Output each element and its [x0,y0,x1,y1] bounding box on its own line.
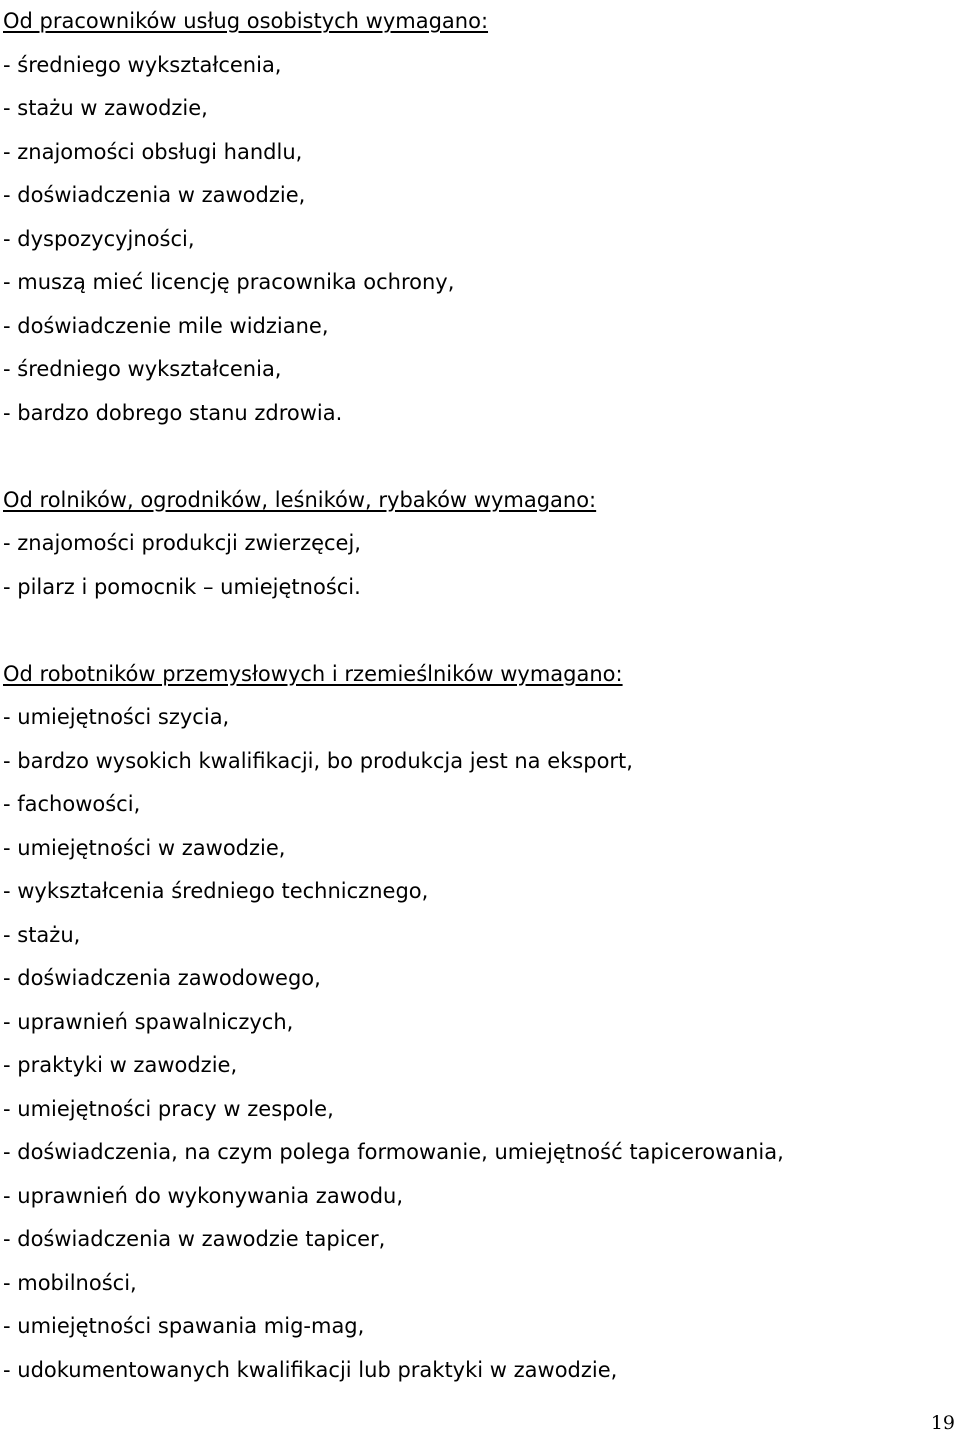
list-item: - udokumentowanych kwalifikacji lub praktyki w zawodzie, [3,1357,618,1382]
list-item: - średniego wykształcenia, [3,357,282,381]
list-item: - fachowości, [3,792,141,816]
list-item: - uprawnień spawalniczych, [3,1009,294,1034]
list-item: - pilarz i pomocnik – umiejętności. [3,574,361,599]
list-item: - dyspozycyjności, [3,226,195,251]
section-heading: Od rolników, ogrodników, leśników, rybaków wymagano: [3,487,597,512]
list-item: - wykształcenia średniego technicznego, [3,879,429,903]
page-number: 19 [930,1412,955,1434]
document-body [3,0,943,1392]
paragraph-spacer [3,435,943,479]
list-item: - mobilności, [3,1270,137,1295]
list-item: - znajomości obsługi handlu, [3,139,303,164]
paragraph-spacer [3,609,943,653]
list-item: - umiejętności szycia, [3,705,230,729]
list-item: - doświadczenie mile widziane, [3,313,329,338]
section-heading: Od pracowników usług osobistych wymagano: [3,9,489,33]
list-item: - umiejętności pracy w zespole, [3,1096,334,1121]
list-item: - znajomości produkcji zwierzęcej, [3,531,361,555]
list-item: - bardzo wysokich kwalifikacji, bo produkcja jest na eksport, [3,748,633,773]
requirements-list [3,696,943,1392]
list-item: - uprawnień do wykonywania zawodu, [3,1183,404,1208]
requirements-list [3,44,943,436]
list-item: - umiejętności spawania mig-mag, [3,1314,365,1338]
list-item: - doświadczenia zawodowego, [3,966,321,990]
list-item: - stażu w zawodzie, [3,96,208,120]
list-item: - stażu, [3,922,81,947]
section-personal-services [3,0,943,435]
list-item: - praktyki w zawodzie, [3,1053,238,1077]
section-industrial-workers [3,653,943,1393]
list-item: - średniego wykształcenia, [3,52,282,77]
requirements-list [3,522,943,609]
list-item: - doświadczenia w zawodzie, [3,183,306,207]
list-item: - bardzo dobrego stanu zdrowia. [3,400,343,425]
list-item: - muszą mieć licencję pracownika ochrony, [3,270,455,294]
list-item: - umiejętności w zawodzie, [3,835,286,860]
section-farmers [3,479,943,610]
list-item: - doświadczenia, na czym polega formowanie, umiejętność tapicerowania, [3,1140,784,1164]
list-item: - doświadczenia w zawodzie tapicer, [3,1227,386,1251]
section-heading: Od robotników przemysłowych i rzemieślników wymagano: [3,661,623,686]
